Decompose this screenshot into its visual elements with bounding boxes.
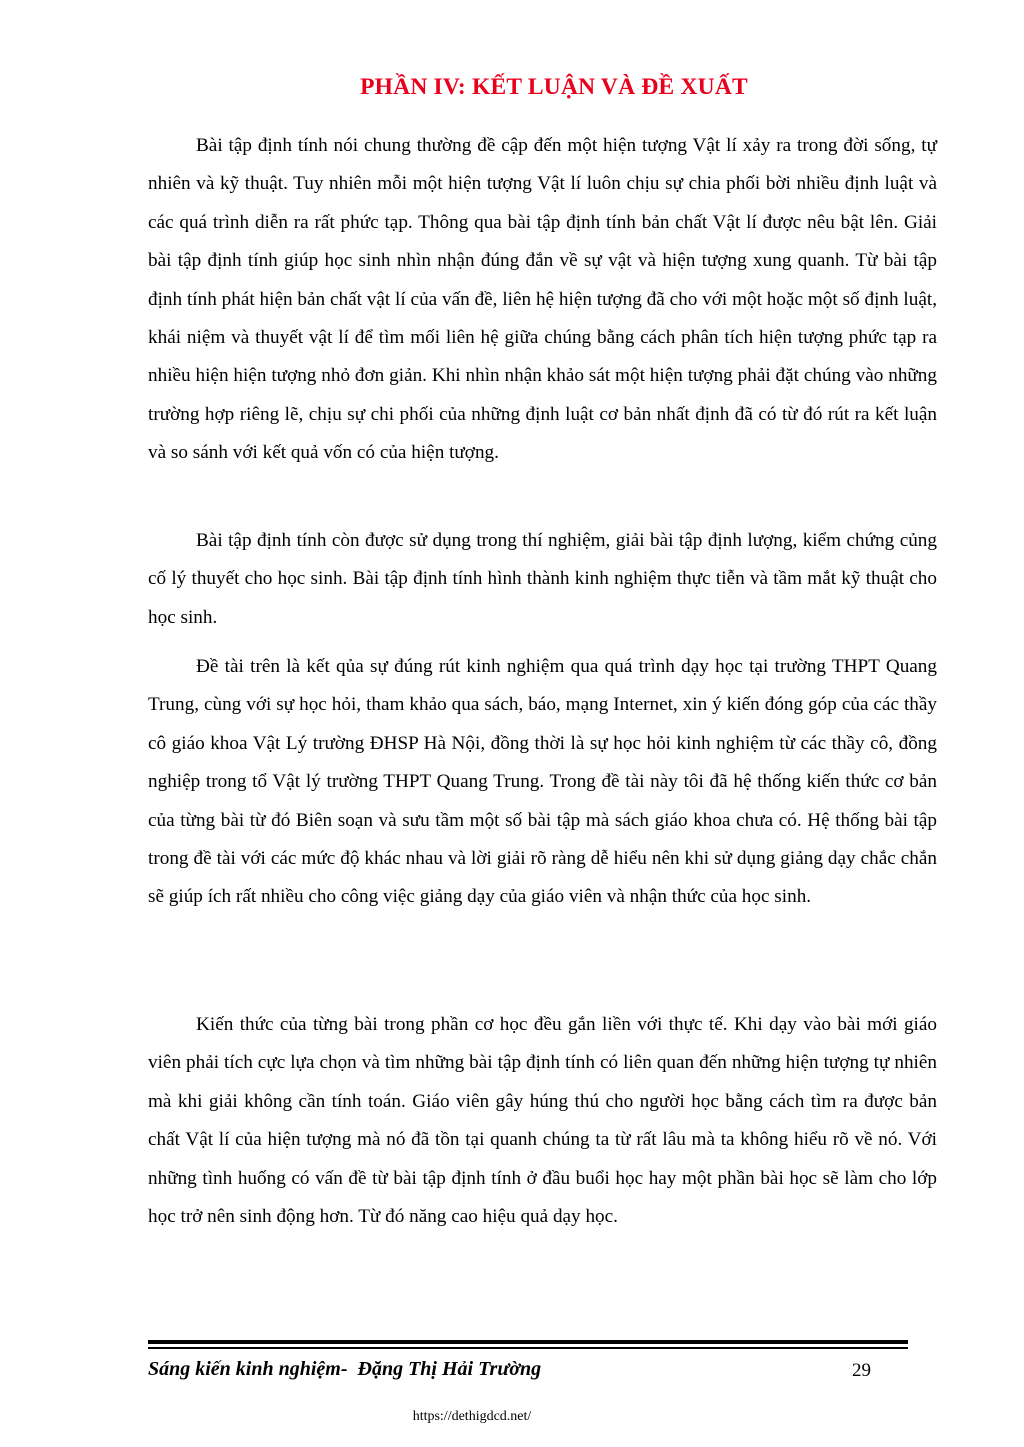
- footer-divider: [148, 1340, 908, 1344]
- body-paragraph: Đề tài trên là kết qủa sự đúng rút kinh nghiệm qua quá trình dạy học tại trường THPT Quang Trung, cùng với sự học hỏi, tham khảo qua sách, báo, mạng Internet, xin ý kiến đóng góp của các thầy cô giáo khoa Vật Lý trường ĐHSP Hà Nội, đồng thời là sự học hỏi kinh nghiệm từ các thầy cô, đồng nghiệp trong tổ Vật lý trường THPT Quang Trung. Trong đề tài này tôi đã hệ thống kiến thức cơ bản của từng bài từ đó Biên soạn và sưu tầm một số bài tập mà sách giáo khoa chưa có. Hệ thống bài tập trong đề tài với các mức độ khác nhau và lời giải rõ ràng dễ hiểu nên khi sử dụng giảng dạy chắc chắn sẽ giúp ích rất nhiều cho công việc giảng dạy của giáo viên và nhận thức của học sinh.: [148, 656, 937, 908]
- body-paragraph: Kiến thức của từng bài trong phần cơ học đều gắn liền với thực tế. Khi dạy vào bài mới giáo viên phải tích cực lựa chọn và tìm những bài tập định tính có liên quan đến những hiện tượng tự nhiên mà khi giải không cần tính toán. Giáo viên gây húng thú cho người học bằng cách tìm ra được bản chất Vật lí của hiện tượng mà nó đã tồn tại quanh chúng ta từ rất lâu mà ta không hiểu rõ về nó. Với những tình huống có vấn đề từ bài tập định tính ở đầu buổi học hay một phần bài học sẽ làm cho lớp học trở nên sinh động hơn. Từ đó năng cao hiệu quả dạy học.: [148, 1014, 937, 1228]
- page-title: PHẦN IV: KẾT LUẬN VÀ ĐỀ XUẤT: [360, 74, 748, 100]
- footer-author: Sáng kiến kinh nghiệm- Đặng Thị Hải Trường: [148, 1358, 542, 1380]
- body-paragraph: Bài tập định tính còn được sử dụng trong thí nghiệm, giải bài tập định lượng, kiểm chứng củng cố lý thuyết cho học sinh. Bài tập định tính hình thành kinh nghiệm thực tiễn và tầm mắt kỹ thuật cho học sinh.: [148, 530, 937, 628]
- footer-divider-thin: [148, 1347, 908, 1349]
- page-number: 29: [852, 1360, 871, 1381]
- source-url: https://dethigdcd.net/: [412, 1409, 532, 1424]
- body-paragraph: Bài tập định tính nói chung thường đề cập đến một hiện tượng Vật lí xảy ra trong đời sống, tự nhiên và kỹ thuật. Tuy nhiên mỗi một hiện tượng Vật lí luôn chịu sự chia phối bời nhiều định luật và các quá trình diễn ra rất phức tạp. Thông qua bài tập định tính bản chất Vật lí được nêu bật lên. Giải bài tập định tính giúp học sinh nhìn nhận đúng đắn về sự vật và hiện tượng xung quanh. Từ bài tập định tính phát hiện bản chất vật lí của vấn đề, liên hệ hiện tượng đã cho với một hoặc một số định luật, khái niệm và thuyết vật lí để tìm mối liên hệ giữa chúng bằng cách phân tích hiện tượng phức tạp ra nhiều hiện hiện tượng nhỏ đơn giản. Khi nhìn nhận khảo sát một hiện tượng phải đặt chúng vào những trường hợp riêng lẽ, chịu sự chi phối của những định luật cơ bản nhất định đã có từ đó rút ra kết luận và so sánh với kết quả vốn có của hiện tượng.: [148, 135, 937, 464]
